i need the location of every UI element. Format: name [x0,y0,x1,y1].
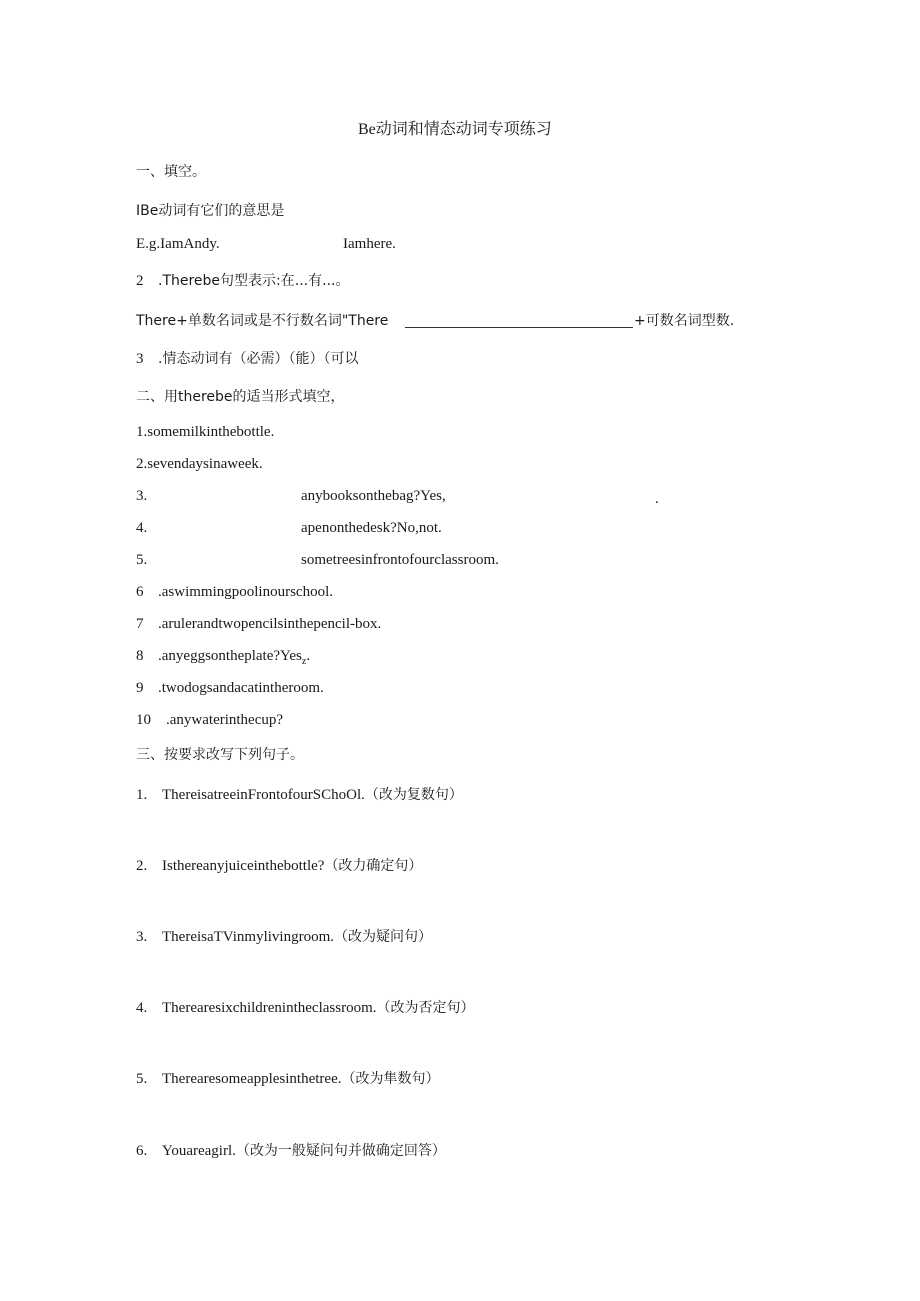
rewrite-sentence: Youareagirl.（改为一般疑问句并做确定回答） [162,1143,446,1159]
example-sentence-1: E.g.IamAndy. [136,236,220,252]
list-item: .arulerandtwopencilsinthepencil-box. [158,616,382,632]
list-item-number: 10 [136,712,151,728]
rewrite-sentence: ThereisatreeinFrontofourSChoOl.（改为复数句） [162,787,463,803]
rule-text-start: There+单数名词或是不行数名词"There [136,313,389,329]
section-3-heading: 三、按要求改写下列句子。 [136,747,304,763]
fill-blank-line[interactable] [405,327,633,328]
list-item: sometreesinfrontofourclassroom. [301,552,499,568]
question-2: .Therebe句型表示:在...有...。 [158,273,350,289]
list-item: .twodogsandacatintheroom. [158,680,324,696]
list-item-number: 3. [136,488,148,504]
question-3: .情态动词有（必需）（能）（可以 [158,351,359,367]
section-2-heading: 二、用therebe的适当形式填空， [136,389,345,405]
list-item-number: 8 [136,648,144,664]
list-item-number: 1. [136,787,148,803]
list-item: .anyeggsontheplate?Yes$_z$. [158,648,311,667]
list-item-number: 5. [136,1071,148,1087]
question-3-number: 3 [136,351,144,367]
rewrite-sentence: Therearesixchildrenintheclassroom.（改为否定句） [162,1000,475,1016]
question-1: IBe动词有它们的意思是 [136,203,285,219]
list-item-number: 4. [136,520,148,536]
list-item: .anywaterinthecup? [166,712,284,728]
rewrite-sentence: Therearesomeapplesinthetree.（改为隼数句） [162,1071,440,1087]
rule-text-end: +可数名词型数. [634,313,735,329]
list-item-number: 6 [136,584,144,600]
list-item-tail: . [655,491,659,507]
question-2-number: 2 [136,273,144,289]
list-item-number: 3. [136,929,148,945]
list-item-number: 6. [136,1143,148,1159]
section-1-heading: 一、填空。 [136,164,206,180]
rewrite-sentence: ThereisaTVinmylivingroom.（改为疑问句） [162,929,432,945]
example-sentence-2: Iamhere. [343,236,396,252]
list-item: 2.sevendaysinaweek. [136,456,263,472]
list-item-number: 2. [136,858,148,874]
list-item: 1.somemilkinthebottle. [136,424,275,440]
rewrite-sentence: Isthereanyjuiceinthebottle?（改力确定句） [162,858,423,874]
list-item-number: 4. [136,1000,148,1016]
list-item: apenonthedesk?No,not. [301,520,442,536]
list-item: anybooksonthebag?Yes, [301,488,446,504]
list-item-number: 7 [136,616,144,632]
list-item: .aswimmingpoolinourschool. [158,584,333,600]
page-title: Be动词和情态动词专项练习 [358,121,552,138]
list-item-number: 9 [136,680,144,696]
list-item-number: 5. [136,552,148,568]
